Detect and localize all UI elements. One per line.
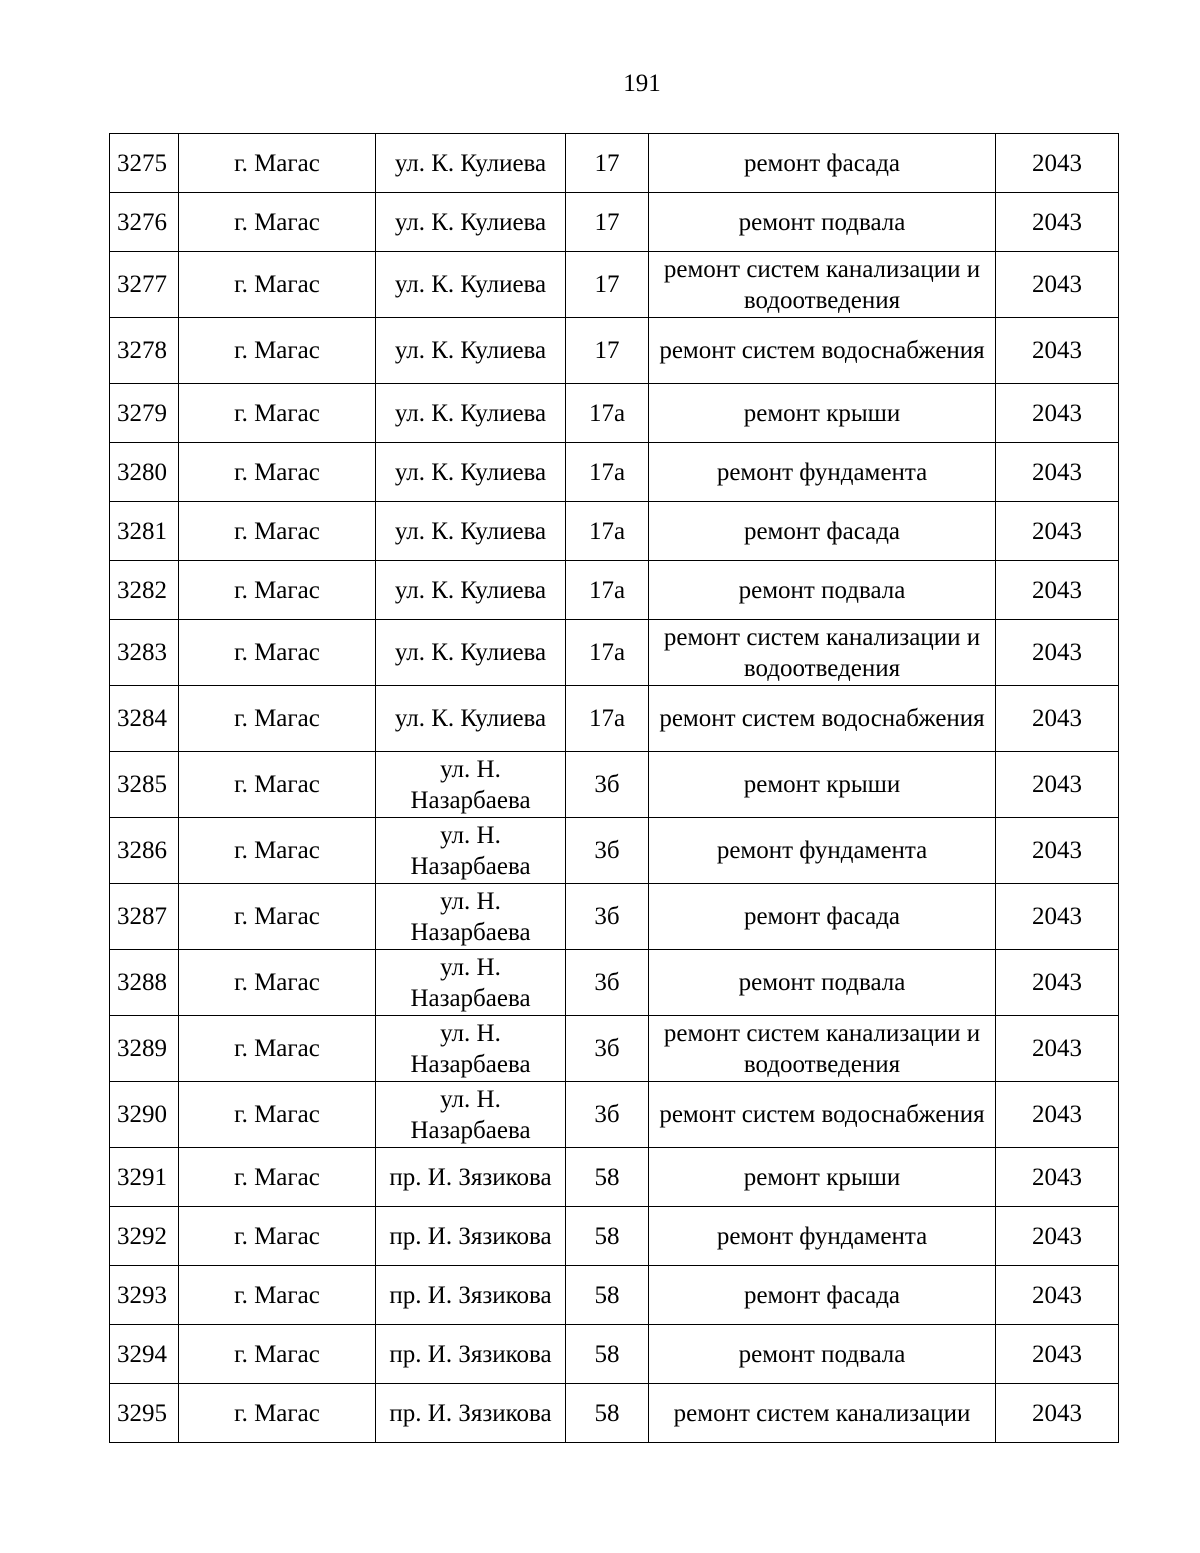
row-number: 3291 (110, 1148, 179, 1207)
year-cell: 2043 (996, 686, 1119, 752)
row-number: 3289 (110, 1016, 179, 1082)
city-cell: г. Магас (179, 318, 376, 384)
city-cell: г. Магас (179, 1148, 376, 1207)
table-row (110, 252, 1119, 318)
year-cell: 2043 (996, 1266, 1119, 1325)
row-number: 3277 (110, 252, 179, 318)
work-type-cell: ремонт фасада (649, 502, 996, 561)
work-type-cell: ремонт крыши (649, 752, 996, 818)
street-cell: ул. Н. Назарбаева (376, 752, 566, 818)
row-number: 3286 (110, 818, 179, 884)
city-cell: г. Магас (179, 1207, 376, 1266)
table-row (110, 1384, 1119, 1443)
work-type-cell: ремонт систем водоснабжения (649, 1082, 996, 1148)
row-number: 3290 (110, 1082, 179, 1148)
table-row (110, 1266, 1119, 1325)
house-number-cell: 17а (566, 620, 649, 686)
row-number: 3292 (110, 1207, 179, 1266)
work-type-cell: ремонт подвала (649, 1325, 996, 1384)
house-number-cell: 58 (566, 1266, 649, 1325)
row-number: 3275 (110, 134, 179, 193)
city-cell: г. Магас (179, 1016, 376, 1082)
table-row (110, 1016, 1119, 1082)
table-row (110, 950, 1119, 1016)
row-number: 3284 (110, 686, 179, 752)
table-row (110, 1148, 1119, 1207)
street-cell: пр. И. Зязикова (376, 1207, 566, 1266)
table-row (110, 1082, 1119, 1148)
house-number-cell: 3б (566, 884, 649, 950)
year-cell: 2043 (996, 1082, 1119, 1148)
work-type-cell: ремонт систем канализации и водоотведения (649, 1016, 996, 1082)
work-type-cell: ремонт фасада (649, 884, 996, 950)
house-number-cell: 17а (566, 443, 649, 502)
table-row (110, 318, 1119, 384)
work-type-cell: ремонт фасада (649, 1266, 996, 1325)
street-cell: ул. Н. Назарбаева (376, 818, 566, 884)
street-cell: ул. Н. Назарбаева (376, 950, 566, 1016)
street-cell: ул. К. Кулиева (376, 134, 566, 193)
row-number: 3293 (110, 1266, 179, 1325)
street-cell: ул. Н. Назарбаева (376, 1082, 566, 1148)
house-number-cell: 58 (566, 1207, 649, 1266)
work-type-cell: ремонт крыши (649, 384, 996, 443)
house-number-cell: 17 (566, 252, 649, 318)
street-cell: ул. К. Кулиева (376, 252, 566, 318)
street-cell: ул. К. Кулиева (376, 443, 566, 502)
street-cell: пр. И. Зязикова (376, 1266, 566, 1325)
year-cell: 2043 (996, 1325, 1119, 1384)
row-number: 3285 (110, 752, 179, 818)
city-cell: г. Магас (179, 193, 376, 252)
city-cell: г. Магас (179, 1082, 376, 1148)
row-number: 3276 (110, 193, 179, 252)
street-cell: ул. К. Кулиева (376, 384, 566, 443)
city-cell: г. Магас (179, 620, 376, 686)
year-cell: 2043 (996, 1207, 1119, 1266)
house-number-cell: 3б (566, 818, 649, 884)
city-cell: г. Магас (179, 1384, 376, 1443)
year-cell: 2043 (996, 1148, 1119, 1207)
year-cell: 2043 (996, 1016, 1119, 1082)
city-cell: г. Магас (179, 561, 376, 620)
city-cell: г. Магас (179, 252, 376, 318)
house-number-cell: 58 (566, 1384, 649, 1443)
work-type-cell: ремонт фундамента (649, 818, 996, 884)
city-cell: г. Магас (179, 752, 376, 818)
house-number-cell: 3б (566, 1082, 649, 1148)
street-cell: пр. И. Зязикова (376, 1148, 566, 1207)
row-number: 3294 (110, 1325, 179, 1384)
city-cell: г. Магас (179, 884, 376, 950)
work-type-cell: ремонт фасада (649, 134, 996, 193)
repair-schedule-table (109, 133, 1119, 1443)
street-cell: ул. К. Кулиева (376, 561, 566, 620)
house-number-cell: 58 (566, 1325, 649, 1384)
house-number-cell: 17а (566, 561, 649, 620)
table-row (110, 384, 1119, 443)
year-cell: 2043 (996, 818, 1119, 884)
city-cell: г. Магас (179, 1325, 376, 1384)
page-number: 191 (623, 70, 661, 97)
table-row (110, 884, 1119, 950)
street-cell: ул. Н. Назарбаева (376, 884, 566, 950)
table-row (110, 686, 1119, 752)
work-type-cell: ремонт фундамента (649, 1207, 996, 1266)
row-number: 3283 (110, 620, 179, 686)
house-number-cell: 58 (566, 1148, 649, 1207)
year-cell: 2043 (996, 502, 1119, 561)
work-type-cell: ремонт крыши (649, 1148, 996, 1207)
row-number: 3279 (110, 384, 179, 443)
row-number: 3278 (110, 318, 179, 384)
work-type-cell: ремонт систем канализации (649, 1384, 996, 1443)
year-cell: 2043 (996, 620, 1119, 686)
city-cell: г. Магас (179, 443, 376, 502)
work-type-cell: ремонт подвала (649, 561, 996, 620)
row-number: 3280 (110, 443, 179, 502)
house-number-cell: 3б (566, 950, 649, 1016)
row-number: 3282 (110, 561, 179, 620)
work-type-cell: ремонт подвала (649, 193, 996, 252)
row-number: 3287 (110, 884, 179, 950)
work-type-cell: ремонт систем канализации и водоотведения (649, 620, 996, 686)
house-number-cell: 3б (566, 1016, 649, 1082)
year-cell: 2043 (996, 1384, 1119, 1443)
table-row (110, 1325, 1119, 1384)
city-cell: г. Магас (179, 502, 376, 561)
city-cell: г. Магас (179, 950, 376, 1016)
street-cell: ул. К. Кулиева (376, 318, 566, 384)
street-cell: ул. К. Кулиева (376, 686, 566, 752)
table-row (110, 752, 1119, 818)
city-cell: г. Магас (179, 818, 376, 884)
year-cell: 2043 (996, 193, 1119, 252)
table-row (110, 193, 1119, 252)
house-number-cell: 17а (566, 502, 649, 561)
table-row (110, 818, 1119, 884)
street-cell: пр. И. Зязикова (376, 1384, 566, 1443)
year-cell: 2043 (996, 950, 1119, 1016)
table-row (110, 443, 1119, 502)
work-type-cell: ремонт систем канализации и водоотведения (649, 252, 996, 318)
year-cell: 2043 (996, 752, 1119, 818)
table-row (110, 134, 1119, 193)
work-type-cell: ремонт подвала (649, 950, 996, 1016)
street-cell: ул. Н. Назарбаева (376, 1016, 566, 1082)
work-type-cell: ремонт систем водоснабжения (649, 686, 996, 752)
year-cell: 2043 (996, 443, 1119, 502)
house-number-cell: 17а (566, 384, 649, 443)
city-cell: г. Магас (179, 686, 376, 752)
work-type-cell: ремонт систем водоснабжения (649, 318, 996, 384)
year-cell: 2043 (996, 318, 1119, 384)
year-cell: 2043 (996, 134, 1119, 193)
row-number: 3295 (110, 1384, 179, 1443)
table-row (110, 620, 1119, 686)
work-type-cell: ремонт фундамента (649, 443, 996, 502)
street-cell: пр. И. Зязикова (376, 1325, 566, 1384)
house-number-cell: 17а (566, 686, 649, 752)
city-cell: г. Магас (179, 1266, 376, 1325)
table-row (110, 561, 1119, 620)
row-number: 3288 (110, 950, 179, 1016)
city-cell: г. Магас (179, 134, 376, 193)
year-cell: 2043 (996, 252, 1119, 318)
street-cell: ул. К. Кулиева (376, 502, 566, 561)
table-body (110, 134, 1119, 1443)
year-cell: 2043 (996, 884, 1119, 950)
year-cell: 2043 (996, 561, 1119, 620)
year-cell: 2043 (996, 384, 1119, 443)
house-number-cell: 17 (566, 318, 649, 384)
street-cell: ул. К. Кулиева (376, 620, 566, 686)
house-number-cell: 17 (566, 193, 649, 252)
city-cell: г. Магас (179, 384, 376, 443)
street-cell: ул. К. Кулиева (376, 193, 566, 252)
house-number-cell: 3б (566, 752, 649, 818)
row-number: 3281 (110, 502, 179, 561)
house-number-cell: 17 (566, 134, 649, 193)
table-row (110, 1207, 1119, 1266)
table-row (110, 502, 1119, 561)
